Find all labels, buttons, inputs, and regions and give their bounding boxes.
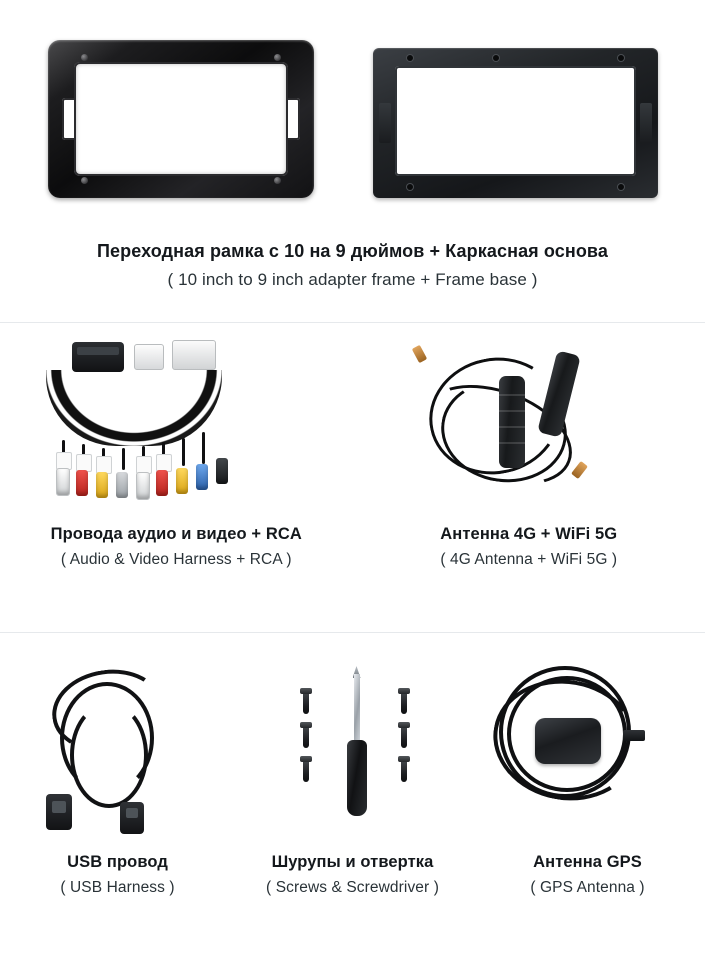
rca-connector-red xyxy=(156,470,168,496)
harness-wire-bundle xyxy=(46,370,222,446)
frames-section xyxy=(0,18,705,318)
antenna-4g-wifi-image xyxy=(379,336,679,516)
usb-harness-caption xyxy=(0,852,235,898)
screwdriver-shaft xyxy=(354,674,360,742)
harness-caption-en: ( Audio & Video Harness + RCA ) xyxy=(60,550,292,568)
antenna-4g-caption-ru: Антенна 4G + WiFi 5G xyxy=(440,525,618,543)
harness-white-plug-small xyxy=(134,344,164,370)
harness-caption-ru: Провода аудио и видео + RCA xyxy=(50,525,302,543)
frame-base-hole xyxy=(493,55,499,61)
rca-connector-black xyxy=(216,458,228,484)
audio-video-harness-caption xyxy=(0,524,353,570)
row-three-images xyxy=(0,656,705,836)
gps-connector xyxy=(623,730,645,741)
usb-caption-en: ( USB Harness ) xyxy=(60,878,175,896)
antenna-ridge xyxy=(499,442,525,444)
frame-base-hole xyxy=(407,55,413,61)
antenna-4g-caption-en: ( 4G Antenna + WiFi 5G ) xyxy=(440,550,618,568)
usb-harness-image xyxy=(8,656,228,836)
row-two-captions xyxy=(0,524,705,570)
rca-connector-grey xyxy=(116,472,128,498)
harness-wire xyxy=(202,432,205,464)
screws-caption-ru: Шурупы и отвертка xyxy=(271,853,434,871)
rca-connector-red xyxy=(76,470,88,496)
gps-antenna-puck xyxy=(535,718,601,764)
antenna-4g-wifi-cell xyxy=(353,336,705,516)
rca-connector-white xyxy=(136,472,150,500)
antenna-ridge xyxy=(499,394,525,396)
adapter-frame-glossy-image xyxy=(48,40,314,198)
frame-screw-hole xyxy=(274,54,281,61)
frame-notch-left xyxy=(62,98,78,140)
antenna-body-4g xyxy=(499,376,525,468)
audio-video-harness-cell xyxy=(0,336,353,516)
frame-base-tab xyxy=(379,103,391,143)
usb-connector-a xyxy=(46,794,72,830)
row-three-captions xyxy=(0,852,705,898)
row-two-images xyxy=(0,336,705,516)
frame-screw-hole xyxy=(274,177,281,184)
harness-white-plug-large xyxy=(172,340,216,370)
divider-2 xyxy=(0,632,705,633)
antenna-connector xyxy=(571,461,588,479)
screws-screwdriver-image xyxy=(243,656,463,836)
rca-connector-yellow xyxy=(176,468,188,494)
frame-screw-hole xyxy=(81,54,88,61)
frame-screw-hole xyxy=(81,177,88,184)
frames-caption-en: ( 10 inch to 9 inch adapter frame + Frame base ) xyxy=(167,269,538,289)
gps-antenna-image xyxy=(473,656,703,836)
audio-video-harness-image xyxy=(16,336,336,516)
gps-caption-en: ( GPS Antenna ) xyxy=(530,878,645,896)
usb-cable-loop xyxy=(70,702,148,808)
frame-base-hole xyxy=(618,184,624,190)
gps-antenna-caption xyxy=(470,852,705,898)
screws-screwdriver-cell xyxy=(235,656,470,836)
antenna-ridge xyxy=(499,410,525,412)
gps-antenna-cell xyxy=(470,656,705,836)
frame-base-tab xyxy=(640,103,652,143)
screw xyxy=(303,692,309,714)
screw xyxy=(303,760,309,782)
rca-connector-blue xyxy=(196,464,208,490)
frames-caption xyxy=(0,240,705,291)
antenna-ridge xyxy=(499,426,525,428)
screw xyxy=(401,692,407,714)
frame-notch-right xyxy=(284,98,300,140)
screwdriver-handle xyxy=(347,740,367,816)
frame-base-hole xyxy=(407,184,413,190)
rca-connector-white xyxy=(56,468,70,496)
screw xyxy=(303,726,309,748)
usb-connector-b xyxy=(120,802,144,834)
frame-base-hole xyxy=(618,55,624,61)
frames-caption-ru: Переходная рамка с 10 на 9 дюймов + Каркасная основа xyxy=(97,241,608,261)
screw xyxy=(401,760,407,782)
harness-wire xyxy=(122,448,125,470)
antenna-connector xyxy=(412,345,427,363)
harness-wire xyxy=(182,438,185,466)
gps-caption-ru: Антенна GPS xyxy=(533,853,642,871)
harness-black-plug xyxy=(72,342,124,372)
frames-images xyxy=(0,18,705,198)
frame-base-matte-image xyxy=(373,48,658,198)
usb-caption-ru: USB провод xyxy=(67,853,168,871)
screws-screwdriver-caption xyxy=(235,852,470,898)
divider-1 xyxy=(0,322,705,323)
usb-harness-cell xyxy=(0,656,235,836)
screws-caption-en: ( Screws & Screwdriver ) xyxy=(266,878,439,896)
screw xyxy=(401,726,407,748)
rca-connector-yellow xyxy=(96,472,108,498)
antenna-4g-wifi-caption xyxy=(353,524,705,570)
